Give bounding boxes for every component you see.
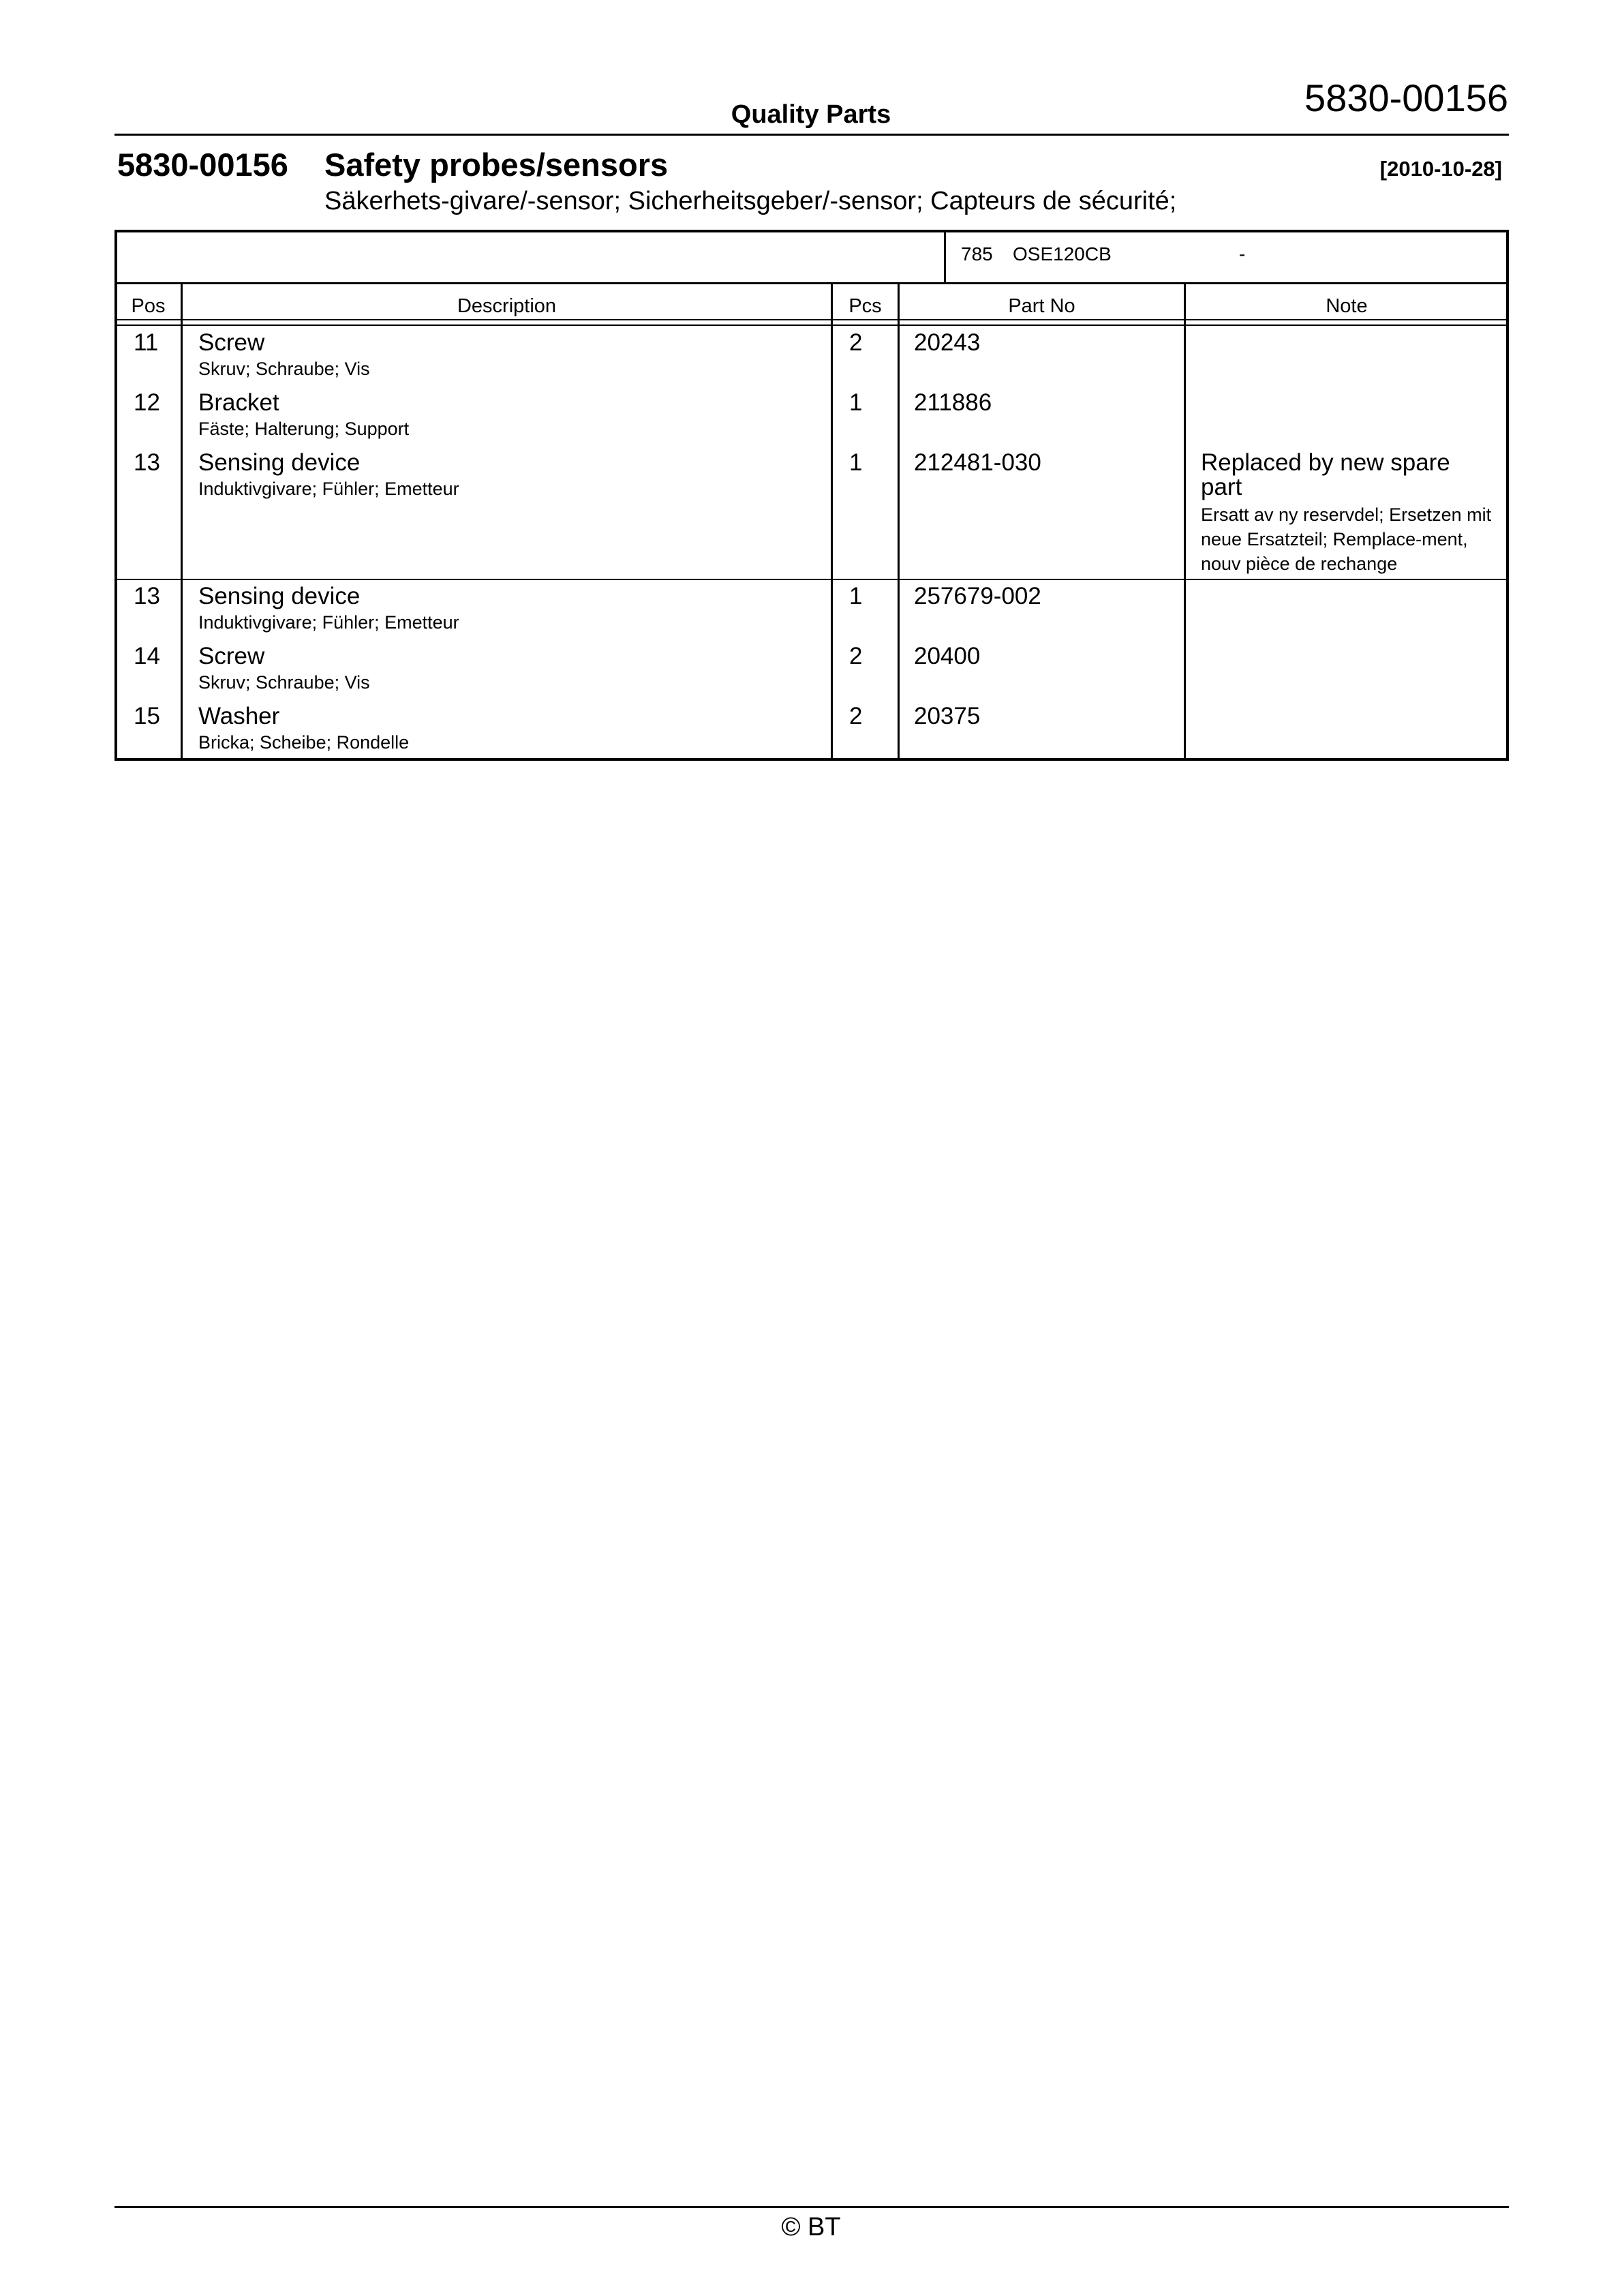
row-pos: 15 [134, 703, 160, 729]
row-part-no: 212481-030 [914, 449, 1041, 476]
column-header-part-no: Part No [1008, 295, 1075, 317]
section-number: 5830-00156 [117, 147, 288, 183]
row-part-no: 20243 [914, 329, 981, 356]
row-pos: 11 [134, 329, 159, 356]
row-pos: 12 [134, 389, 160, 416]
row-note: Replaced by new spare part [1201, 449, 1450, 500]
column-header-pcs: Pcs [848, 295, 882, 317]
section-title: Safety probes/sensors [324, 147, 669, 183]
model-cell-divider [944, 231, 946, 283]
row-part-no: 211886 [914, 389, 992, 416]
row-pcs: 1 [849, 389, 863, 416]
row-description-translation: Induktivgivare; Fühler; Emetteur [198, 612, 459, 633]
row-pos: 13 [134, 583, 160, 609]
row-part-no: 257679-002 [914, 583, 1041, 609]
row-description: Bracket [198, 389, 279, 416]
column-header-note: Note [1326, 295, 1368, 317]
column-header-pos: Pos [131, 295, 166, 317]
section-date: [2010-10-28] [1379, 157, 1502, 181]
row-part-no: 20400 [914, 643, 981, 669]
row-pos: 14 [134, 643, 160, 669]
row-description: Sensing device [198, 583, 361, 609]
header-title: Quality Parts [731, 100, 891, 129]
row-description: Sensing device [198, 449, 361, 476]
row-pcs: 2 [849, 643, 863, 669]
row-description: Washer [198, 703, 280, 729]
footer-copyright: © BT [781, 2213, 841, 2241]
column-divider-pcs [898, 283, 900, 759]
header-divider [114, 134, 1509, 136]
row-description-translation: Bricka; Scheibe; Rondelle [198, 732, 410, 753]
section-subtitle: Säkerhets-givare/-sensor; Sicherheitsgeber/-sensor; Capteurs de sécurité; [324, 187, 1177, 215]
column-divider-partno [1184, 283, 1186, 759]
row-description-translation: Fäste; Halterung; Support [198, 419, 410, 439]
model-row-divider [114, 282, 1509, 284]
row-pcs: 2 [849, 329, 863, 356]
row-pcs: 2 [849, 703, 863, 729]
header-doc-number: 5830-00156 [1304, 76, 1508, 119]
row-pcs: 1 [849, 449, 863, 476]
row-group-divider [114, 579, 1509, 580]
model-code: 785 [961, 243, 993, 265]
row-pcs: 1 [849, 583, 863, 609]
footer-divider [114, 2206, 1509, 2208]
row-pos: 13 [134, 449, 160, 476]
column-header-description: Description [457, 295, 557, 317]
row-description-translation: Skruv; Schraube; Vis [198, 359, 370, 379]
header-row-divider [114, 319, 1509, 320]
row-description-translation: Induktivgivare; Fühler; Emetteur [198, 479, 459, 499]
column-divider-desc [831, 283, 833, 759]
row-note-translation: Ersatt av ny reservdel; Ersetzen mit neue Ersatzteil; Remplace-ment, nouv pièce de rechange [1201, 504, 1492, 574]
row-description-translation: Skruv; Schraube; Vis [198, 672, 370, 693]
model-serial: - [1239, 243, 1246, 265]
row-part-no: 20375 [914, 703, 981, 729]
column-divider-pos [181, 283, 183, 759]
row-description: Screw [198, 329, 265, 356]
model-name: OSE120CB [1013, 243, 1112, 265]
header-row-divider-double [114, 324, 1509, 326]
row-description: Screw [198, 643, 265, 669]
